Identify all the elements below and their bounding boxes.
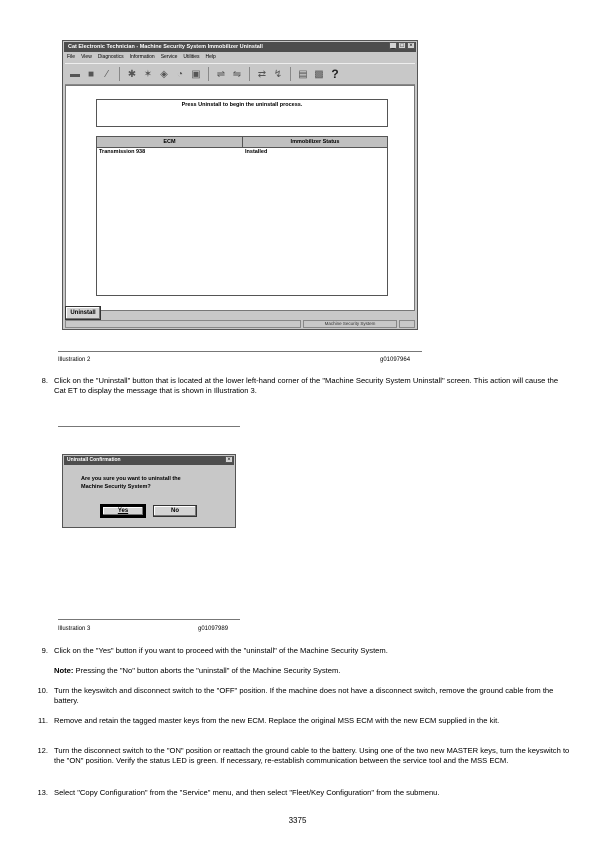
- menu-file[interactable]: File: [67, 54, 76, 60]
- confirmation-message-line: Are you sure you want to uninstall the: [81, 476, 181, 482]
- status-pane: [399, 320, 415, 328]
- minimize-icon[interactable]: _: [389, 42, 397, 49]
- note-label: Note:: [54, 666, 74, 675]
- yes-button[interactable]: Yes: [101, 505, 145, 517]
- page-number: 3375: [288, 816, 307, 825]
- note-text: Pressing the "No" button aborts the "uninstall" of the Machine Security System.: [75, 666, 341, 675]
- configuration-icon[interactable]: ▣: [191, 68, 201, 80]
- menu-bar: [65, 53, 415, 61]
- calibration-icon[interactable]: ⇌: [216, 68, 226, 80]
- step-11: [30, 716, 570, 726]
- status-bar: [65, 320, 415, 328]
- program-icon[interactable]: ↯: [273, 68, 283, 80]
- step-text: Click on the "Uninstall" button that is located at the lower left-hand corner of the "Machine Security System Uninstall" screen. This action will cause the Cat ET to display the message that is shown in Illustration 3.: [54, 376, 559, 395]
- no-button[interactable]: No: [153, 505, 197, 517]
- status-pane: [65, 320, 301, 328]
- disconnect-icon[interactable]: ⁄: [106, 68, 108, 80]
- report-icon[interactable]: ▩: [314, 68, 324, 80]
- step-number: 11.: [38, 716, 48, 725]
- step-number: 10.: [37, 686, 48, 695]
- table-header: [97, 137, 387, 148]
- step-text: Remove and retain the tagged master keys from the new ECM. Replace the original MSS ECM with the new ECM supplied in the kit.: [54, 716, 500, 725]
- menu-service[interactable]: Service: [160, 54, 178, 60]
- window-title: Cat Electronic Technician - Machine Security System Immobilizer Uninstall: [64, 42, 416, 52]
- lock-icon[interactable]: ■: [87, 68, 95, 80]
- flash-icon[interactable]: ⇄: [257, 68, 267, 80]
- step-number: 13.: [37, 788, 48, 797]
- uninstall-window: [62, 40, 418, 330]
- uninstall-button[interactable]: Uninstall: [65, 306, 101, 320]
- dialog-title: Uninstall Confirmation: [64, 456, 234, 465]
- caption-rule: [58, 351, 422, 352]
- illustration3-label: Illustration 3: [58, 626, 91, 632]
- toolbar-divider: [249, 67, 250, 81]
- maximize-icon[interactable]: □: [398, 42, 406, 49]
- diagnostic-codes-icon[interactable]: ✱: [127, 68, 137, 80]
- caption-rule: [58, 619, 240, 620]
- step-text: Select "Copy Configuration" from the "Service" menu, and then select "Fleet/Key Configuration" from the submenu.: [54, 788, 440, 797]
- step-text: Turn the keyswitch and disconnect switch to the "OFF" position. If the machine does not have a disconnect switch, remove the ground cable from the battery.: [54, 686, 554, 705]
- status-text: Machine Security System: [303, 320, 397, 328]
- step-text: Click on the "Yes" button if you want to proceed with the "uninstall" of the Machine Security System.: [54, 646, 388, 655]
- confirmation-message: [81, 475, 221, 491]
- close-icon[interactable]: ×: [407, 42, 415, 49]
- event-codes-icon[interactable]: ✶: [143, 68, 153, 80]
- illustration2-label: Illustration 2: [58, 357, 91, 363]
- clear-codes-icon[interactable]: ◈: [160, 68, 168, 80]
- step-9: [30, 646, 570, 656]
- ecm-table: [96, 136, 388, 296]
- step-number: 12.: [37, 746, 48, 755]
- menu-diagnostics[interactable]: Diagnostics: [97, 54, 124, 60]
- toolbar-divider: [290, 67, 291, 81]
- step-number: 9.: [41, 646, 48, 655]
- step-8: [30, 376, 570, 396]
- confirmation-message-line: Machine Security System?: [81, 484, 151, 490]
- truck-icon[interactable]: ▬: [70, 68, 80, 80]
- step-13: [30, 788, 570, 798]
- status-icon[interactable]: ◔: [176, 68, 184, 80]
- column-header-ecm: ECM: [97, 137, 243, 147]
- step-10: [30, 686, 570, 706]
- toolbar-divider: [208, 67, 209, 81]
- note: [54, 666, 570, 676]
- toolbar-divider: [119, 67, 120, 81]
- close-icon[interactable]: ×: [225, 456, 233, 463]
- menu-help[interactable]: Help: [205, 54, 216, 60]
- instruction-message: Press Uninstall to begin the uninstall process.: [96, 99, 388, 127]
- tests-icon[interactable]: ⇋: [232, 68, 242, 80]
- step-number: 8.: [41, 376, 48, 385]
- window-controls: [389, 42, 415, 49]
- step-text: Turn the disconnect switch to the "ON" position or reattach the ground cable to the battery. Using one of the two new MASTER keys, turn the keyswitch to the "ON" position. Verify the status LED is green. If necessary, re-establish communication between the service tool and the MSS ECM.: [54, 746, 570, 765]
- cell-immobilizer-status: Installed: [245, 149, 268, 155]
- help-icon[interactable]: ?: [331, 67, 339, 81]
- uninstall-confirmation-dialog: [62, 454, 236, 528]
- menu-utilities[interactable]: Utilities: [183, 54, 200, 60]
- cell-ecm: Transmission 938: [99, 149, 146, 155]
- menu-view[interactable]: View: [81, 54, 92, 60]
- main-panel: [65, 85, 415, 311]
- menu-information[interactable]: Information: [129, 54, 155, 60]
- column-header-immobilizer-status: Immobilizer Status: [290, 139, 340, 145]
- step-12: [30, 746, 570, 766]
- toolbar: [65, 63, 415, 85]
- table-row[interactable]: [97, 148, 387, 156]
- illustration2-id: g01097964: [380, 357, 411, 363]
- ecm-summary-icon[interactable]: ▤: [298, 68, 308, 80]
- illustration3-id: g01097989: [198, 626, 229, 632]
- illustration-top-rule: [58, 426, 240, 427]
